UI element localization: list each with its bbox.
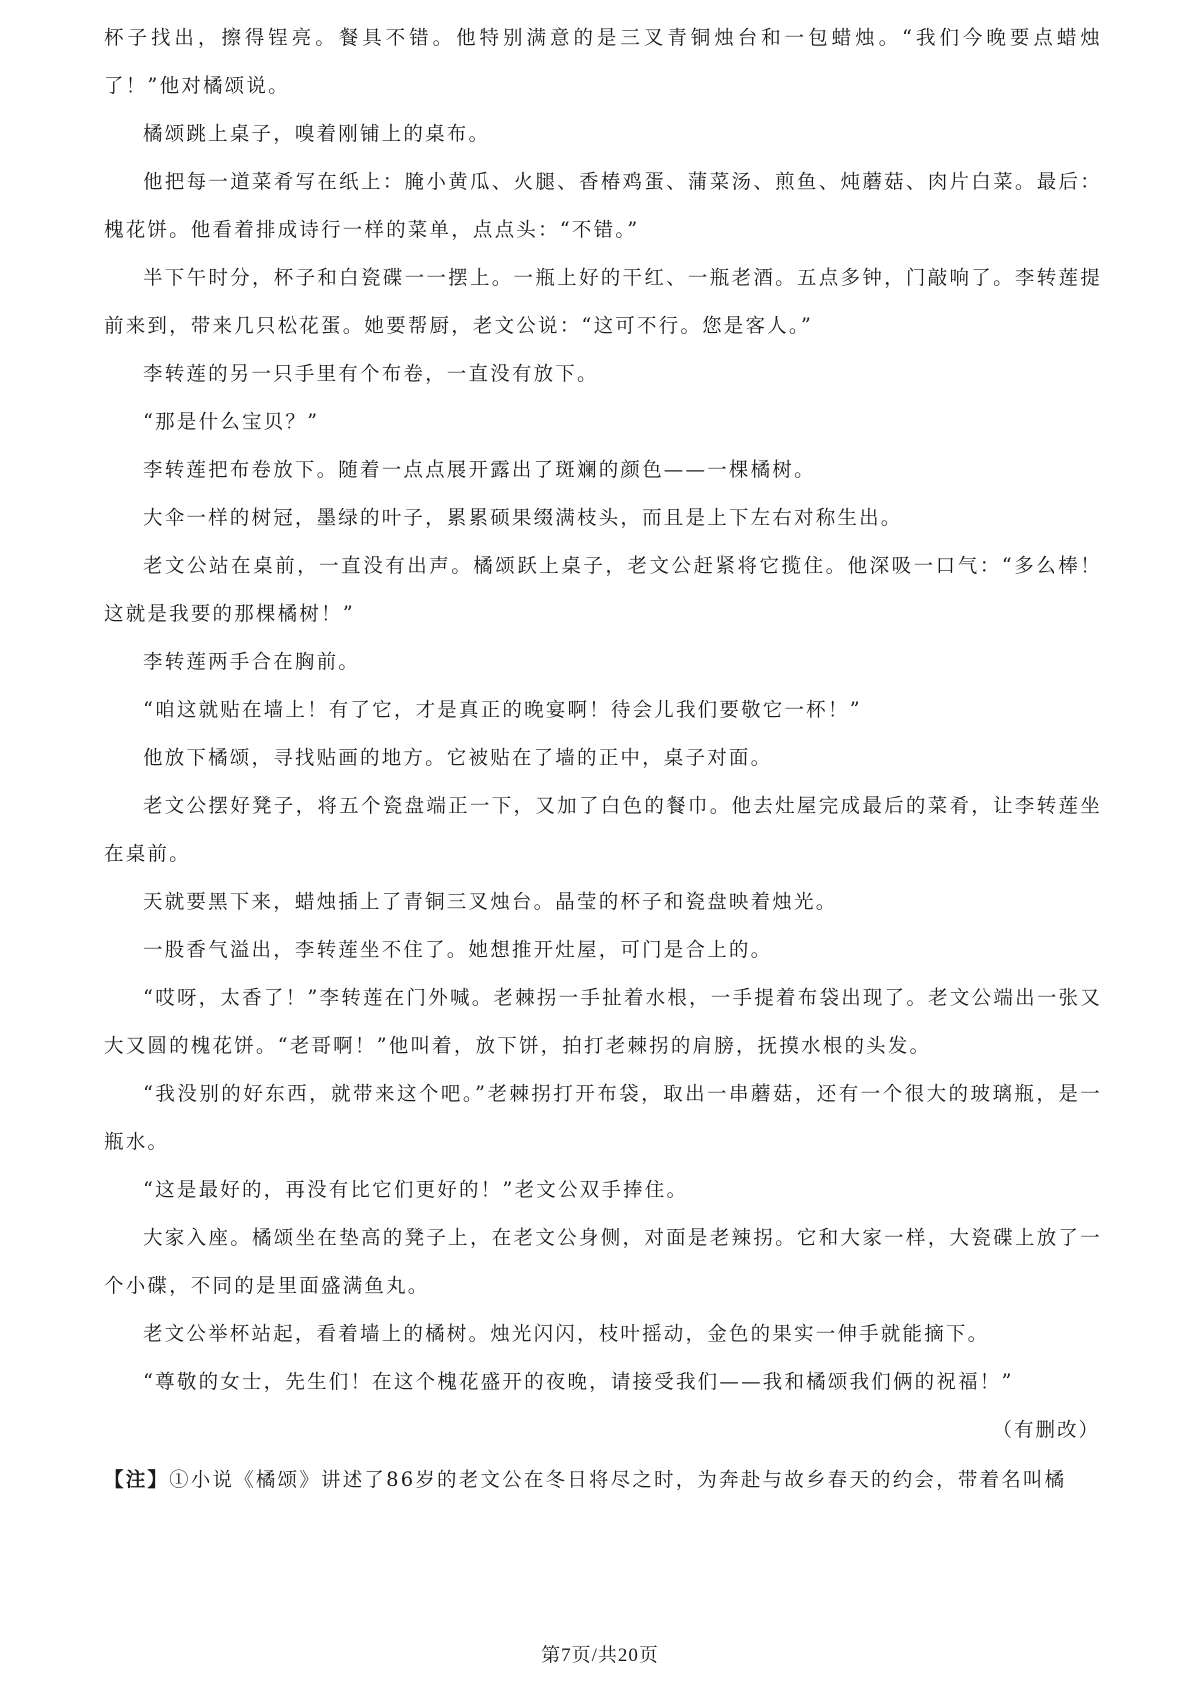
footnote (104, 1456, 1102, 1504)
paragraph-11: “咱这就贴在墙上！有了它，才是真正的晚宴啊！待会儿我们要敬它一杯！” (143, 698, 862, 721)
paragraph-4: 半下午时分，杯子和白瓷碟一一摆上。一瓶上好的干红、一瓶老酒。五点多钟，门敲响了。李转莲提前来到，带来几只松花蛋。她要帮厨，老文公说：“这可不行。您是客人。” (104, 266, 1102, 337)
paragraph-14: 天就要黑下来，蜡烛插上了青铜三叉烛台。晶莹的杯子和瓷盘映着烛光。 (143, 890, 838, 913)
paragraph-6: “那是什么宝贝？” (143, 410, 320, 433)
paragraph-13: 老文公摆好凳子，将五个瓷盘端正一下，又加了白色的餐巾。他去灶屋完成最后的菜肴，让李转莲坐在桌前。 (104, 794, 1102, 865)
revision-note: （有删改） (992, 1418, 1100, 1441)
paragraph-2: 橘颂跳上桌子，嗅着刚铺上的桌布。 (143, 122, 491, 145)
paragraph-16: “哎呀，太香了！”李转莲在门外喊。老棘拐一手扯着水根，一手提着布袋出现了。老文公端出一张又大又圆的槐花饼。“老哥啊！”他叫着，放下饼，拍打老棘拐的肩膀，抚摸水根的头发。 (104, 986, 1102, 1057)
paragraph-3: 他把每一道菜肴写在纸上：腌小黄瓜、火腿、香椿鸡蛋、蒲菜汤、煎鱼、炖蘑菇、肉片白菜。最后：槐花饼。他看着排成诗行一样的菜单，点点头：“不错。” (104, 170, 1102, 241)
paragraph-5: 李转莲的另一只手里有个布卷，一直没有放下。 (143, 362, 599, 385)
paragraph-17: “我没别的好东西，就带来这个吧。”老棘拐打开布袋，取出一串蘑菇，还有一个很大的玻璃瓶，是一瓶水。 (104, 1082, 1102, 1153)
footnote-text: ①小说《橘颂》讲述了86岁的老文公在冬日将尽之时，为奔赴与故乡春天的约会，带着名叫橘 (169, 1468, 1067, 1491)
paragraph-20: 老文公举杯站起，看着墙上的橘树。烛光闪闪，枝叶摇动，金色的果实一伸手就能摘下。 (143, 1322, 990, 1345)
footnote-tag: 【注】 (104, 1468, 170, 1491)
paragraph-8: 大伞一样的树冠，墨绿的叶子，累累硕果缀满枝头，而且是上下左右对称生出。 (143, 506, 903, 529)
paragraph-19: 大家入座。橘颂坐在垫高的凳子上，在老文公身侧，对面是老辣拐。它和大家一样，大瓷碟上放了一个小碟，不同的是里面盛满鱼丸。 (104, 1226, 1102, 1297)
paragraph-15: 一股香气溢出，李转莲坐不住了。她想推开灶屋，可门是合上的。 (143, 938, 773, 961)
paragraph-9: 老文公站在桌前，一直没有出声。橘颂跃上桌子，老文公赶紧将它揽住。他深吸一口气：“多么棒！这就是我要的那棵橘树！” (104, 554, 1102, 625)
paragraph-21: “尊敬的女士，先生们！在这个槐花盛开的夜晚，请接受我们——我和橘颂我们俩的祝福！” (143, 1370, 1014, 1393)
paragraph-12: 他放下橘颂，寻找贴画的地方。它被贴在了墙的正中，桌子对面。 (143, 746, 773, 769)
paragraph-1: 杯子找出，擦得锃亮。餐具不错。他特别满意的是三叉青铜烛台和一包蜡烛。“我们今晚要点蜡烛了！”他对橘颂说。 (104, 26, 1102, 97)
article-body (104, 0, 1102, 1504)
paragraph-18: “这是最好的，再没有比它们更好的！”老文公双手捧住。 (143, 1178, 689, 1201)
paragraph-7: 李转莲把布卷放下。随着一点点展开露出了斑斓的颜色——一棵橘树。 (143, 458, 816, 481)
paragraph-10: 李转莲两手合在胸前。 (143, 650, 361, 673)
page-number: 第7页/共20页 (541, 1645, 659, 1666)
